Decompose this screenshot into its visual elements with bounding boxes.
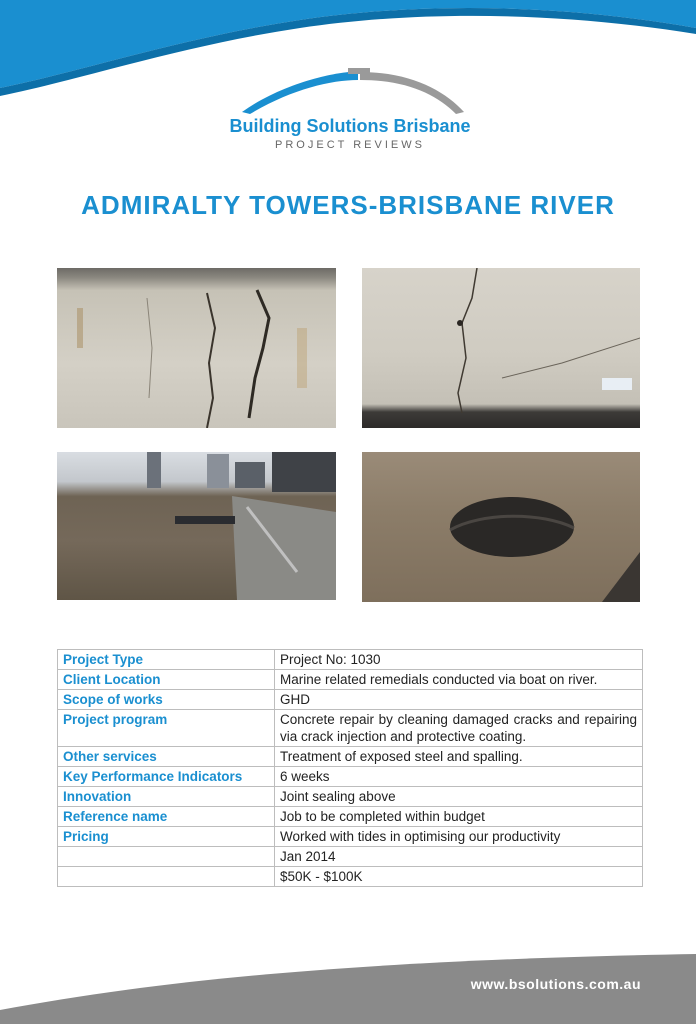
footer-website-link[interactable]: www.bsolutions.com.au <box>470 976 641 992</box>
row-label: Client Location <box>58 670 275 690</box>
row-value: Job to be completed within budget <box>275 807 643 827</box>
table-row <box>58 767 643 787</box>
row-label: Reference name <box>58 807 275 827</box>
brand-logo <box>220 60 480 165</box>
table-row <box>58 747 643 767</box>
row-label <box>58 847 275 867</box>
row-value: Concrete repair by cleaning damaged cracks and repairing via crack injection and protective coating. <box>275 710 643 747</box>
table-row <box>58 807 643 827</box>
row-label <box>58 867 275 887</box>
table-row <box>58 847 643 867</box>
row-label: Pricing <box>58 827 275 847</box>
row-value: Treatment of exposed steel and spalling. <box>275 747 643 767</box>
row-label: Key Performance Indicators <box>58 767 275 787</box>
table-row <box>58 827 643 847</box>
row-value: Joint sealing above <box>275 787 643 807</box>
brand-subtitle: PROJECT REVIEWS <box>275 139 425 151</box>
river-boat-photo <box>57 452 336 600</box>
table-row <box>58 670 643 690</box>
row-label: Scope of works <box>58 690 275 710</box>
cracked-concrete-photo-2 <box>362 268 640 428</box>
bridge-logo-icon <box>230 60 470 118</box>
table-row <box>58 650 643 670</box>
row-value: Jan 2014 <box>275 847 643 867</box>
river-pile-photo <box>362 452 640 602</box>
table-row <box>58 710 643 747</box>
row-label: Project Type <box>58 650 275 670</box>
project-info-table <box>57 649 643 887</box>
table-row <box>58 867 643 887</box>
row-label: Other services <box>58 747 275 767</box>
table-row <box>58 787 643 807</box>
brand-name: Building Solutions Brisbane <box>229 116 471 136</box>
row-value: GHD <box>275 690 643 710</box>
row-value: $50K - $100K <box>275 867 643 887</box>
row-label: Innovation <box>58 787 275 807</box>
row-value: Marine related remedials conducted via boat on river. <box>275 670 643 690</box>
row-label: Project program <box>58 710 275 747</box>
row-value: Project No: 1030 <box>275 650 643 670</box>
page-title: ADMIRALTY TOWERS-BRISBANE RIVER <box>81 190 615 220</box>
table-row <box>58 690 643 710</box>
row-value: Worked with tides in optimising our productivity <box>275 827 643 847</box>
cracked-concrete-photo <box>57 268 336 428</box>
row-value: 6 weeks <box>275 767 643 787</box>
